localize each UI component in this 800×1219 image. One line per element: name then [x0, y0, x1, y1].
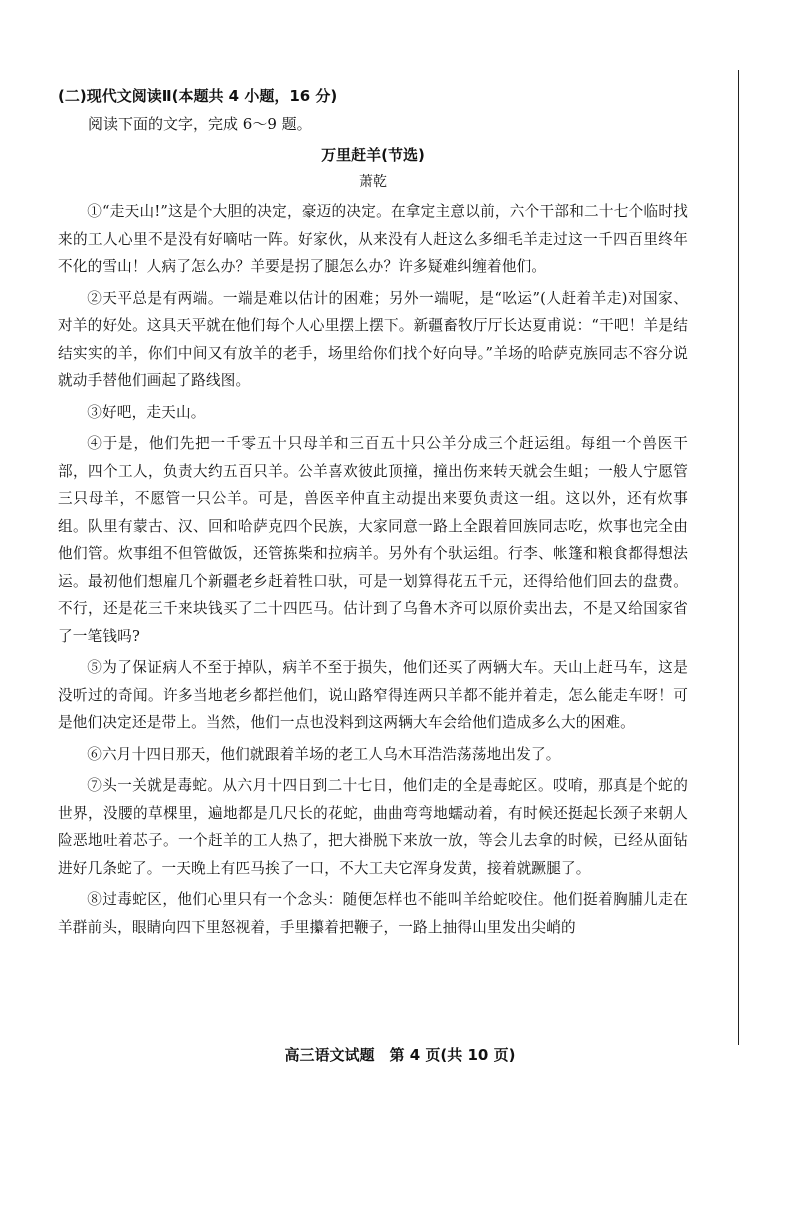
paragraph-5: ⑤为了保证病人不至于掉队，病羊不至于损失，他们还买了两辆大车。天山上赶马车，这是没听过的奇闻。许多当地老乡都拦他们，说山路窄得连两只羊都不能并着走，怎么能走车呀！可是他们决定还是带上。当然，他们一点也没料到这两辆大车会给他们造成多么大的困难。: [58, 659, 688, 731]
paragraph-4: ④于是，他们先把一千零五十只母羊和三百五十只公羊分成三个赶运组。每组一个兽医干部，四个工人，负责大约五百只羊。公羊喜欢彼此顶撞，撞出伤来转天就会生蛆；一般人宁愿管三只母羊，不愿管一只公羊。可是，兽医辛仲直主动提出来要负责这一组。这以外，还有炊事组。队里有蒙古、汉、回和哈萨克四个民族，大家同意一路上全跟着回族同志吃，炊事也完全由他们管。炊事组不但管做饭，还管拣柴和拉病羊。另外有个驮运组。行李、帐篷和粮食都得想法运。最初他们想雇几个新疆老乡赶着牲口驮，可是一划算得花五千元，还得给他们回去的盘费。不行，还是花三千来块钱买了二十四匹马。估计到了乌鲁木齐可以原价卖出去，不是又给国家省了一笔钱吗?: [58, 435, 688, 645]
article-title: 万里赶羊(节选): [321, 146, 425, 164]
margin-rule: [738, 70, 739, 1045]
paragraph-6: ⑥六月十四日那天，他们就跟着羊场的老工人乌木耳浩浩荡荡地出发了。: [87, 745, 561, 763]
reading-section: [58, 86, 688, 945]
page-footer: 高三语文试题 第 4 页(共 10 页): [284, 1046, 516, 1064]
paragraph-2: ②天平总是有两端。一端是难以估计的困难；另外一端呢，是“吆运”(人赶着羊走)对国家、对羊的好处。这具天平就在他们每个人心里摆上摆下。新疆畜牧厅厅长达夏甫说：“干吧！羊是结结实实的羊，你们中间又有放羊的老手，场里给你们找个好向导。”羊场的哈萨克族同志不容分说就动手替他们画起了路线图。: [58, 289, 688, 389]
instruction-text: 阅读下面的文字，完成 6～9 题。: [88, 115, 312, 133]
article-author: 萧乾: [359, 174, 387, 190]
section-heading: (二)现代文阅读Ⅱ(本题共 4 小题，16 分): [58, 87, 338, 105]
paragraph-1: ①“走天山!”这是个大胆的决定，豪迈的决定。在拿定主意以前，六个干部和二十七个临时找来的工人心里不是没有好嘀咕一阵。好家伙，从来没有人赶这么多细毛羊走过这一千四百里终年不化的雪山！人病了怎么办？羊要是拐了腿怎么办？许多疑难纠缠着他们。: [58, 203, 688, 275]
paragraph-8: ⑧过毒蛇区，他们心里只有一个念头：随便怎样也不能叫羊给蛇咬住。他们挺着胸脯儿走在羊群前头，眼睛向四下里怒视着，手里攥着把鞭子，一路上抽得山里发出尖峭的: [58, 891, 688, 936]
paragraph-3: ③好吧，走天山。: [87, 403, 206, 421]
paragraph-7: ⑦头一关就是毒蛇。从六月十四日到二十七日，他们走的全是毒蛇区。哎唷，那真是个蛇的世界，没腰的草棵里，遍地都是几尺长的花蛇，曲曲弯弯地蠕动着，有时候还挺起长颈子来朝人险恶地吐着芯子。一个赶羊的工人热了，把大褂脱下来放一放，等会儿去拿的时候，已经从面钻进好几条蛇了。一天晚上有匹马挨了一口，不大工夫它浑身发黄，接着就蹶腿了。: [58, 777, 688, 877]
